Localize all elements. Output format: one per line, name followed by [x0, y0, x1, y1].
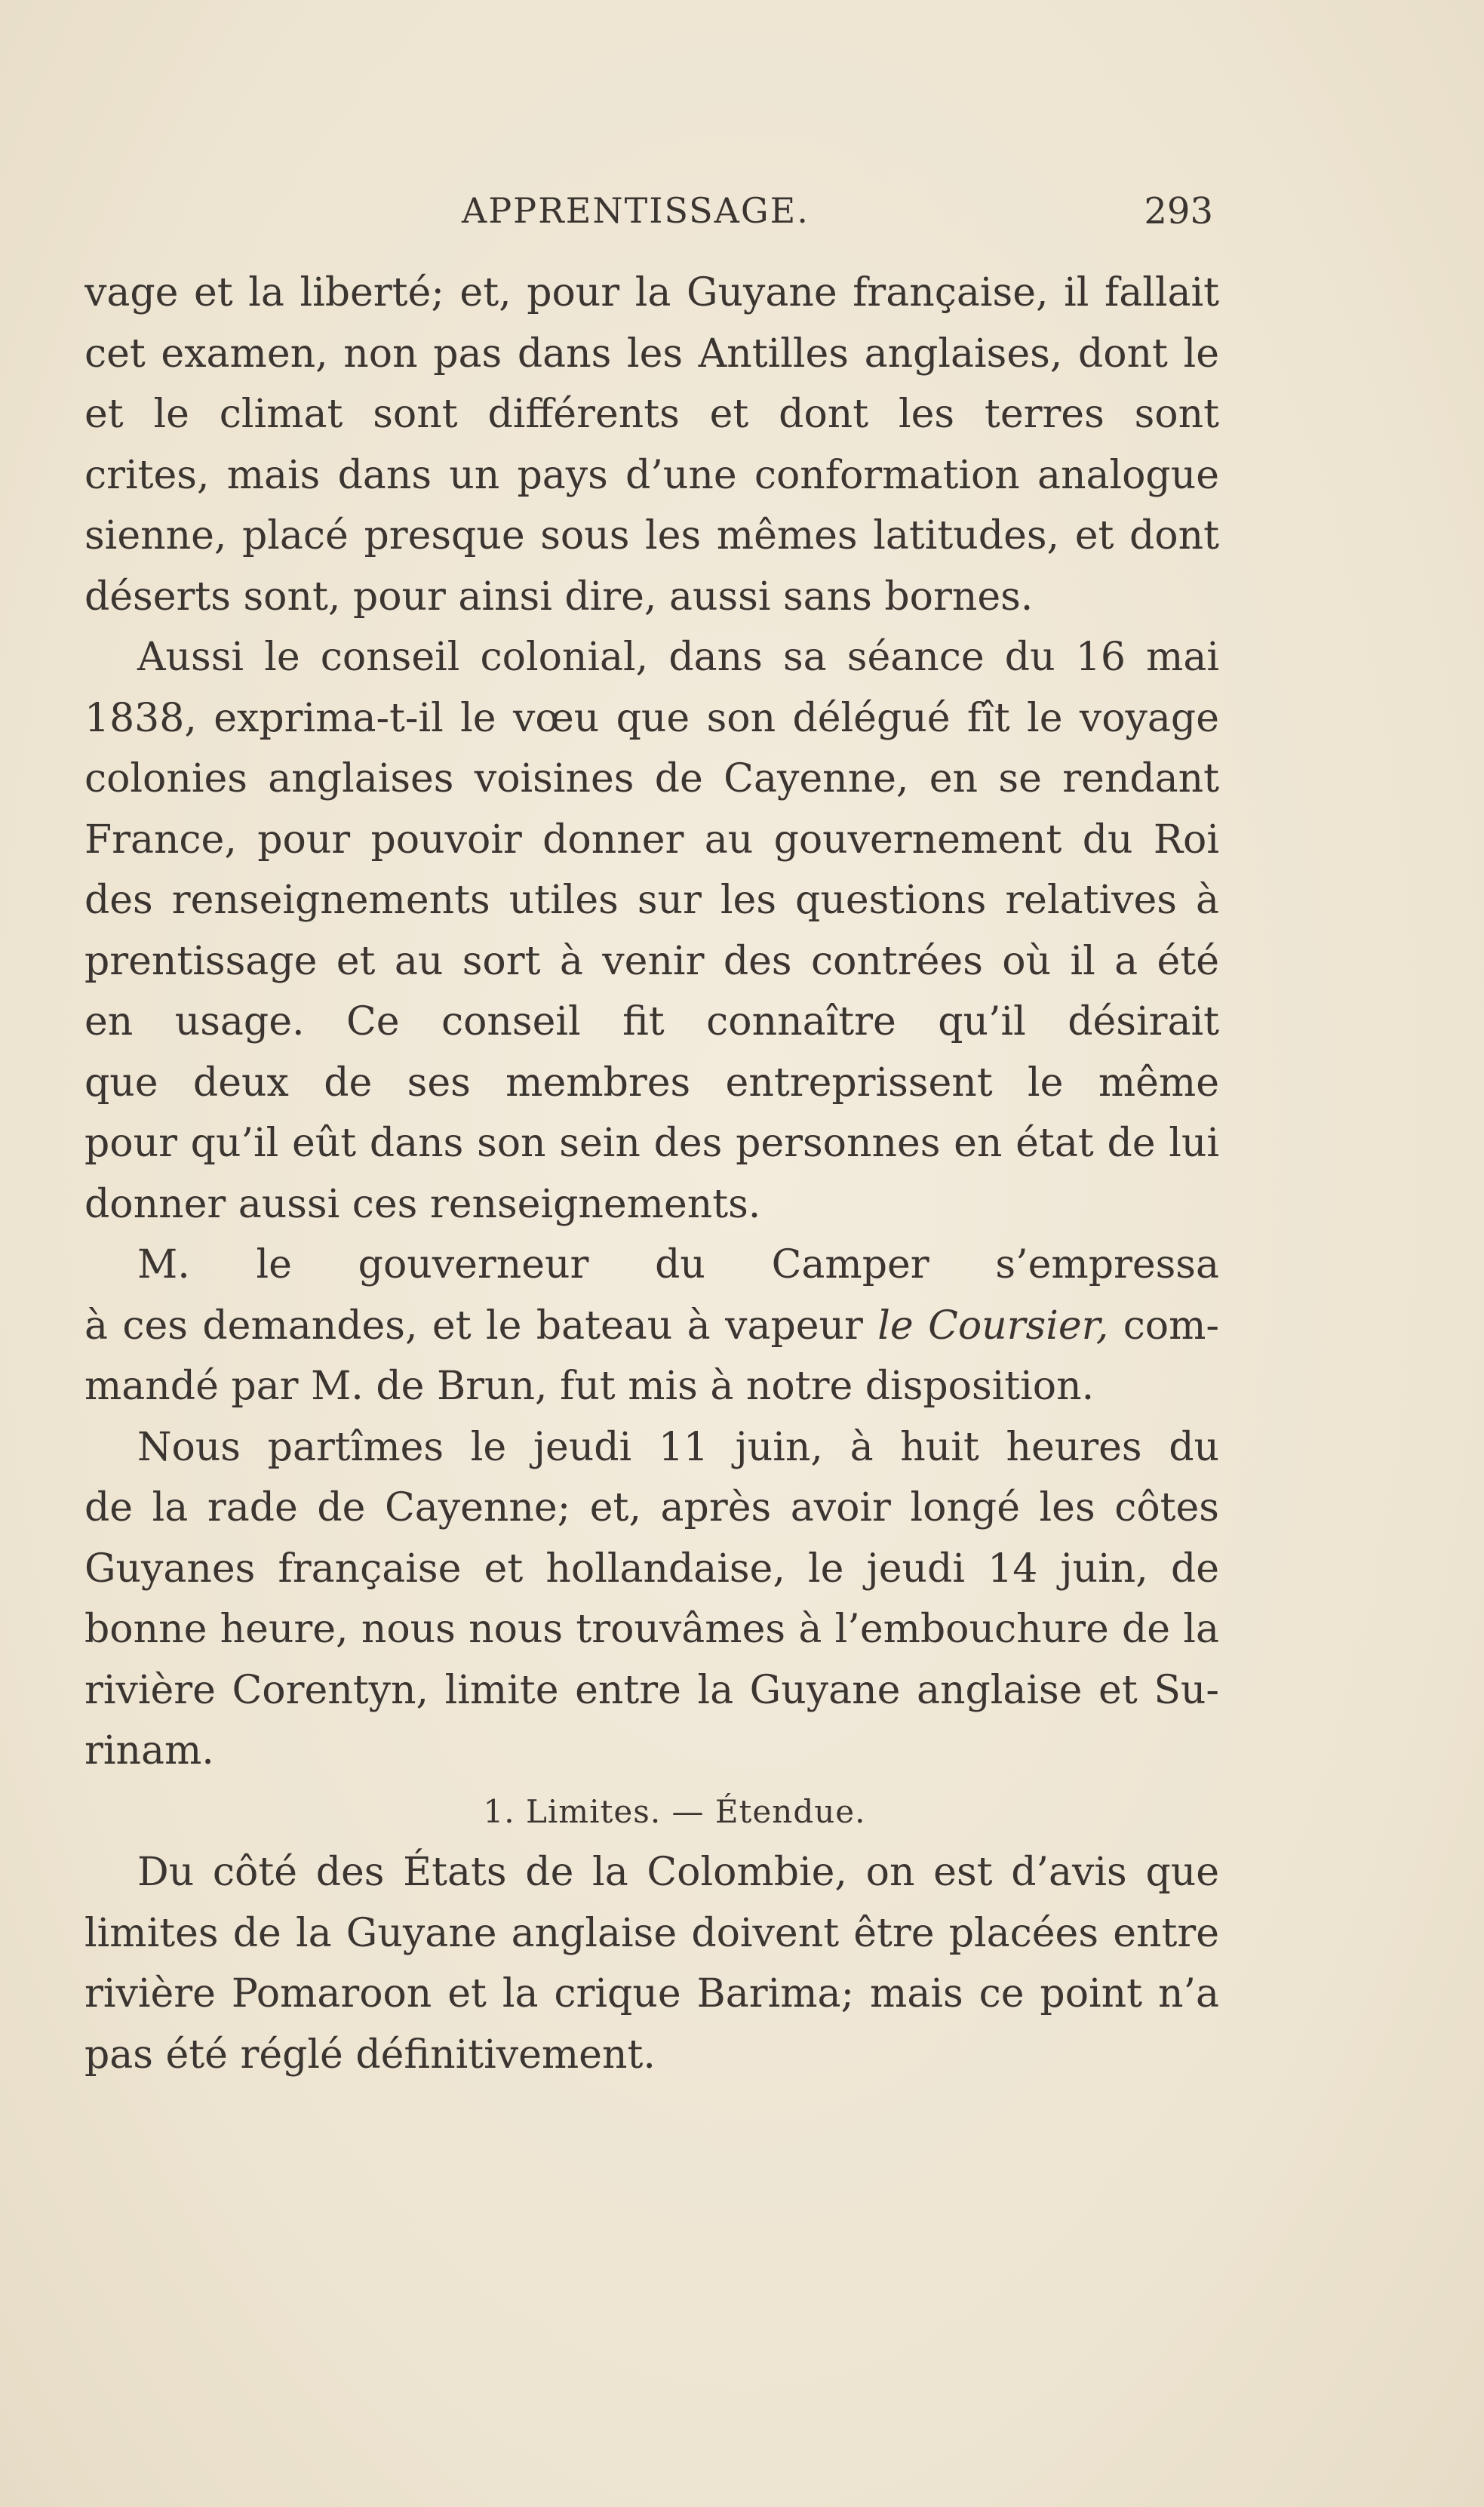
text-line: de la rade de Cayenne; et, après avoir longé les côtes — [84, 1485, 1219, 1530]
text-line-with-italic — [84, 1296, 1219, 1357]
text-line: en usage. Ce conseil fit connaître qu’il désirait — [84, 999, 1219, 1044]
paragraph-start-line: Aussi le conseil colonial, dans sa séance du 16 mai — [137, 635, 1219, 680]
ship-name: le Coursier, — [877, 1303, 1109, 1349]
paragraph-start-line: M. le gouverneur du Camper s’empressa — [137, 1242, 1219, 1287]
text-segment: com- — [1123, 1303, 1219, 1349]
paragraph-start-line: Du côté des États de la Colombie, on est d’avis que — [137, 1850, 1219, 1895]
text-line: cet examen, non pas dans les Antilles anglaises, dont le — [84, 331, 1219, 377]
text-line: colonies anglaises voisines de Cayenne, en se rendant — [84, 756, 1219, 801]
text-line: France, pour pouvoir donner au gouvernement du Roi — [84, 817, 1219, 863]
paragraph-start-line: Nous partîmes le jeudi 11 juin, à huit heures du — [137, 1424, 1219, 1470]
text-line: limites de la Guyane anglaise doivent être placées entre — [84, 1910, 1219, 1956]
text-line: que deux de ses membres entreprissent le même — [84, 1060, 1219, 1106]
page-header — [84, 190, 1213, 243]
text-line: des renseignements utiles sur les questions relatives à — [84, 878, 1219, 923]
text-line: donner aussi ces renseignements. — [84, 1181, 761, 1227]
text-line: 1838, exprima-t-il le vœu que son délégué fît le voyage — [84, 695, 1219, 741]
section-heading: 1. Limites. — Étendue. — [483, 1792, 866, 1830]
text-line: bonne heure, nous nous trouvâmes à l’embouchure de la — [84, 1607, 1219, 1652]
body-text — [84, 263, 1219, 2085]
text-line: prentissage et au sort à venir des contrées où il a été — [84, 938, 1219, 984]
text-line: et le climat sont différents et dont les terres sont — [84, 392, 1219, 437]
text-line: vage et la liberté; et, pour la Guyane française, il fallait — [84, 270, 1219, 315]
text-line: rivière Corentyn, limite entre la Guyane anglaise et Su- — [84, 1667, 1219, 1713]
text-line: déserts sont, pour ainsi dire, aussi sans bornes. — [84, 574, 1034, 620]
text-line: sienne, placé presque sous les mêmes latitudes, et dont — [84, 513, 1219, 558]
text-line: pas été réglé définitivement. — [84, 2032, 656, 2078]
text-line: mandé par M. de Brun, fut mis à notre disposition. — [84, 1364, 1095, 1409]
text-segment: à ces demandes, et le bateau à vapeur — [84, 1303, 863, 1349]
page-number: 293 — [1144, 190, 1213, 232]
text-line: pour qu’il eût dans son sein des personnes en état de lui — [84, 1121, 1219, 1166]
running-head: APPRENTISSAGE. — [462, 190, 810, 231]
text-line: Guyanes française et hollandaise, le jeudi 14 juin, de — [84, 1546, 1219, 1592]
text-line: crites, mais dans un pays d’une conformation analogue — [84, 452, 1219, 498]
text-line: rivière Pomaroon et la crique Barima; mais ce point n’a — [84, 1971, 1219, 2016]
text-line: rinam. — [84, 1728, 214, 1773]
